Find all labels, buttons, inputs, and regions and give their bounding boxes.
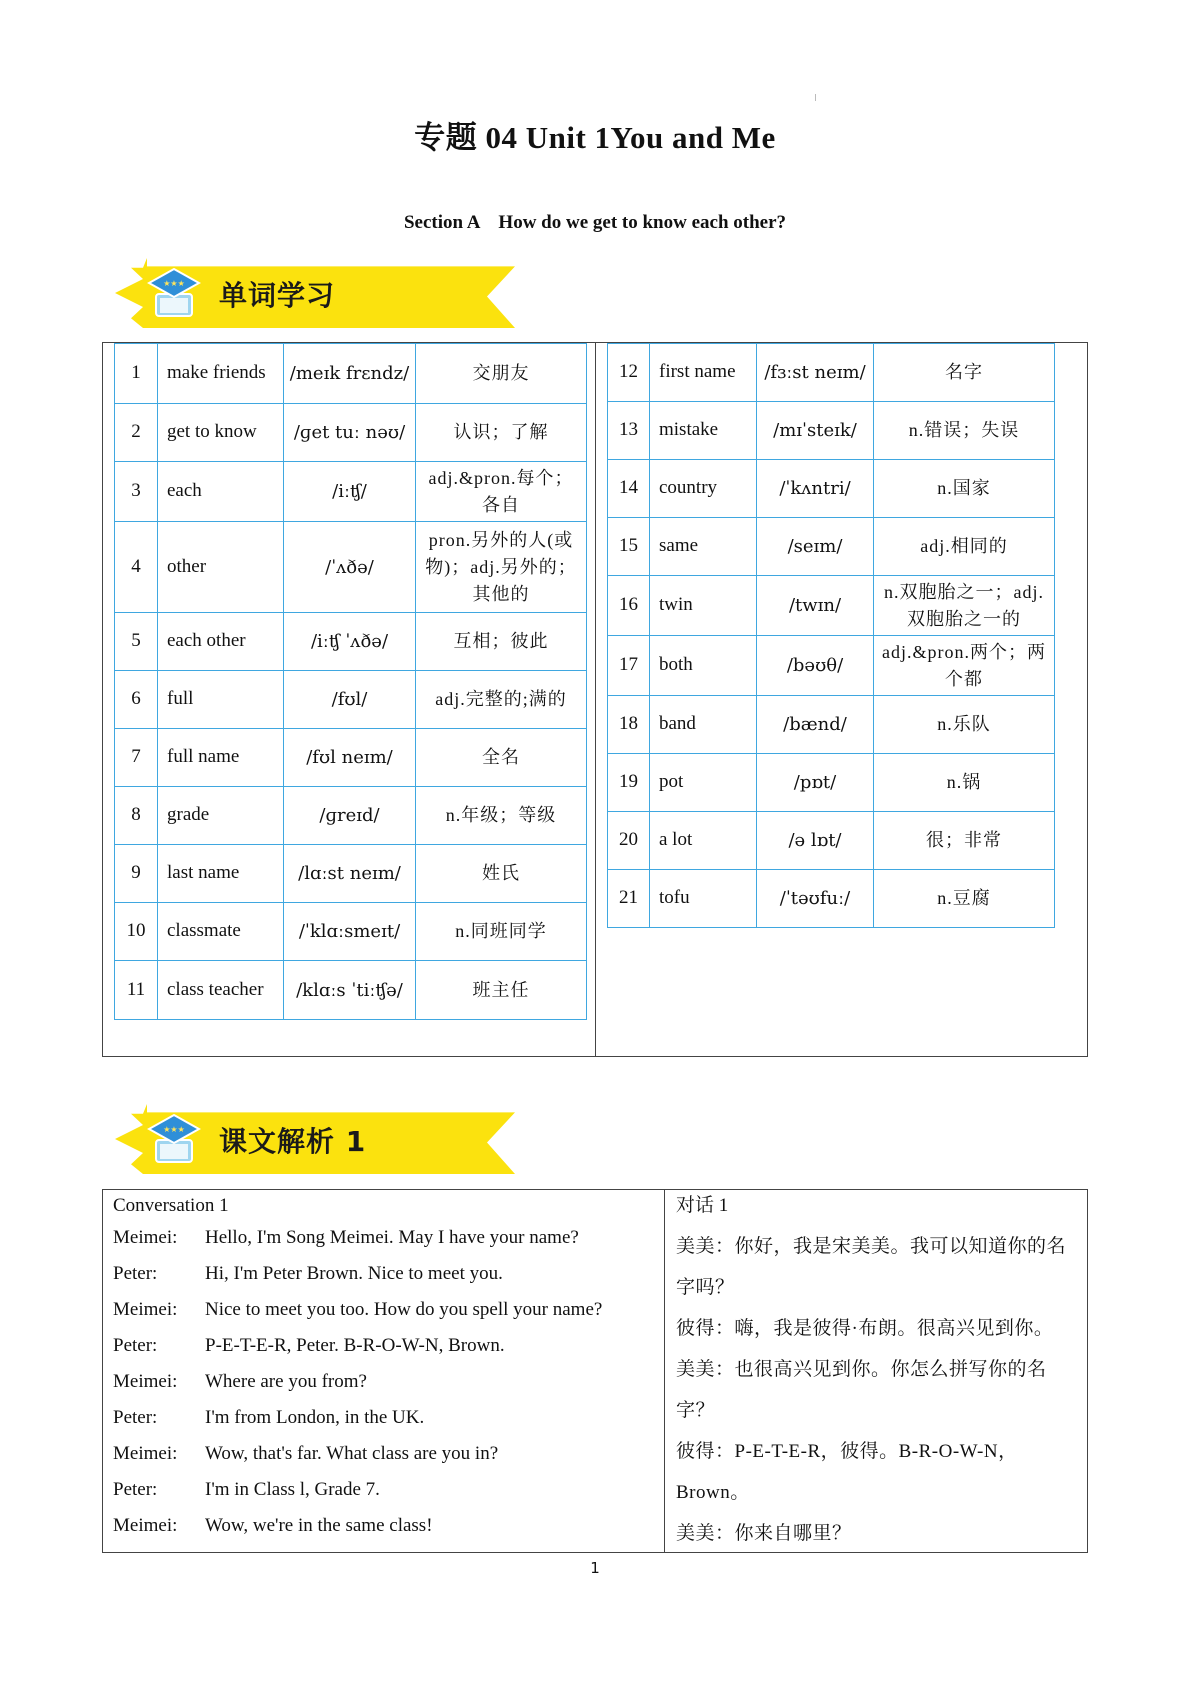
graduation-cap-icon: [147, 266, 201, 322]
vocab-meaning: adj.&pron.两个；两个都: [874, 636, 1055, 696]
svg-text:★★★: ★★★: [163, 279, 185, 288]
vocab-word: make friends: [158, 344, 284, 404]
vocab-row: [608, 812, 1055, 870]
vocab-word: mistake: [650, 402, 757, 460]
vocab-word: each: [158, 462, 284, 522]
vocab-word: both: [650, 636, 757, 696]
vocab-meaning: adj.完整的;满的: [416, 671, 587, 729]
speaker-name: Meimei:: [113, 1299, 178, 1320]
vocab-meaning: 姓氏: [416, 845, 587, 903]
vocab-number: 2: [115, 404, 158, 462]
vocab-word: last name: [158, 845, 284, 903]
vocab-word: other: [158, 522, 284, 613]
vocab-number: 5: [115, 613, 158, 671]
vocab-phonetic: /mɪˈsteɪk/: [757, 402, 874, 460]
vocab-meaning: 名字: [874, 344, 1055, 402]
vocab-row: [115, 522, 587, 613]
speaker-name: Peter:: [113, 1407, 158, 1428]
speaker-name: Peter:: [113, 1479, 158, 1500]
vocab-phonetic: /klɑːs ˈtiːʧə/: [284, 961, 416, 1020]
vocab-row: [608, 636, 1055, 696]
vocab-phonetic: /bænd/: [757, 696, 874, 754]
line-text: Hello, I'm Song Meimei. May I have your name?: [205, 1227, 579, 1248]
conversation-line: [113, 1436, 658, 1472]
vocab-phonetic: /bəʊθ/: [757, 636, 874, 696]
vocab-phonetic: /fɜːst neɪm/: [757, 344, 874, 402]
vocab-meaning: n.双胞胎之一；adj.双胞胎之一的: [874, 576, 1055, 636]
vocab-number: 3: [115, 462, 158, 522]
vocab-meaning: n.豆腐: [874, 870, 1055, 928]
vocab-meaning: 认识；了解: [416, 404, 587, 462]
vocab-row: [608, 870, 1055, 928]
vocab-number: 12: [608, 344, 650, 402]
vocab-row: [115, 729, 587, 787]
vocab-meaning: 交朋友: [416, 344, 587, 404]
conversation-divider: [664, 1189, 665, 1553]
svg-text:★★★: ★★★: [163, 1125, 185, 1134]
vocab-meaning: 很；非常: [874, 812, 1055, 870]
vocab-meaning: pron.另外的人(或物)；adj.另外的；其他的: [416, 522, 587, 613]
line-text: Nice to meet you too. How do you spell your name?: [205, 1299, 603, 1320]
speaker-name: Meimei:: [113, 1371, 178, 1392]
vocab-meaning: adj.&pron.每个；各自: [416, 462, 587, 522]
page-title: 专题 04 Unit 1You and Me: [414, 120, 776, 155]
conversation-line: [113, 1400, 658, 1436]
vocab-row: [608, 696, 1055, 754]
vocab-phonetic: /lɑːst neɪm/: [284, 845, 416, 903]
vocab-number: 18: [608, 696, 650, 754]
vocab-word: first name: [650, 344, 757, 402]
vocab-banner: [115, 258, 515, 328]
vocab-meaning: n.乐队: [874, 696, 1055, 754]
conversation-english: [113, 1192, 658, 1544]
vocab-word: same: [650, 518, 757, 576]
vocab-row: [115, 787, 587, 845]
speaker-name: Meimei:: [113, 1515, 178, 1536]
conversation-line: [113, 1364, 658, 1400]
decorative-tick: [815, 94, 816, 101]
vocab-row: [115, 344, 587, 404]
banner-label: 单词学习: [219, 279, 336, 312]
translation-line: 美美：也很高兴见到你。你怎么拼写你的名字？: [676, 1359, 1047, 1421]
translation-line: 彼得：P-E-T-E-R，彼得。B-R-O-W-N，Brown。: [676, 1441, 1018, 1503]
vocab-phonetic: /fʊl neɪm/: [284, 729, 416, 787]
vocab-phonetic: /ˈʌðə/: [284, 522, 416, 613]
vocab-meaning: adj.相同的: [874, 518, 1055, 576]
vocab-phonetic: /pɒt/: [757, 754, 874, 812]
vocab-table-right: [607, 343, 1055, 928]
vocab-word: tofu: [650, 870, 757, 928]
line-text: P-E-T-E-R, Peter. B-R-O-W-N, Brown.: [205, 1335, 505, 1356]
vocab-word: twin: [650, 576, 757, 636]
conversation-chinese: [676, 1192, 1082, 1554]
vocab-row: [115, 462, 587, 522]
vocab-word: pot: [650, 754, 757, 812]
vocab-number: 1: [115, 344, 158, 404]
speaker-name: Meimei:: [113, 1443, 178, 1464]
line-text: I'm in Class l, Grade 7.: [205, 1479, 380, 1500]
vocab-row: [608, 344, 1055, 402]
vocab-row: [608, 576, 1055, 636]
vocab-phonetic: /fʊl/: [284, 671, 416, 729]
vocab-number: 10: [115, 903, 158, 961]
vocab-number: 16: [608, 576, 650, 636]
vocab-row: [115, 404, 587, 462]
vocab-number: 19: [608, 754, 650, 812]
vocab-phonetic: /iːʧ/: [284, 462, 416, 522]
vocab-number: 14: [608, 460, 650, 518]
conversation-line: [113, 1256, 658, 1292]
vocab-number: 20: [608, 812, 650, 870]
vocab-number: 7: [115, 729, 158, 787]
translation-line: 彼得：嗨，我是彼得·布朗。很高兴见到你。: [676, 1318, 1054, 1339]
conversation-line: [113, 1508, 658, 1544]
vocab-word: grade: [158, 787, 284, 845]
line-text: Hi, I'm Peter Brown. Nice to meet you.: [205, 1263, 503, 1284]
vocab-number: 11: [115, 961, 158, 1020]
vocab-row: [608, 754, 1055, 812]
vocab-phonetic: /meɪk frɛndz/: [284, 344, 416, 404]
page-number: 1: [590, 1559, 600, 1577]
vocab-row: [115, 613, 587, 671]
graduation-cap-icon: [147, 1112, 201, 1168]
vocab-row: [608, 460, 1055, 518]
conversation-line: [113, 1472, 658, 1508]
vocab-row: [115, 671, 587, 729]
translation-line: 美美：你来自哪里？: [676, 1523, 852, 1544]
vocab-number: 4: [115, 522, 158, 613]
vocab-word: full: [158, 671, 284, 729]
vocab-row: [115, 961, 587, 1020]
vocab-row: [115, 845, 587, 903]
vocab-meaning: n.锅: [874, 754, 1055, 812]
line-text: Wow, that's far. What class are you in?: [205, 1443, 499, 1464]
vocab-divider: [595, 342, 596, 1057]
line-text: Where are you from?: [205, 1371, 367, 1392]
vocab-phonetic: /ɡet tuː nəʊ/: [284, 404, 416, 462]
vocab-meaning: 互相；彼此: [416, 613, 587, 671]
vocab-meaning: n.国家: [874, 460, 1055, 518]
conversation-line: [113, 1220, 658, 1256]
vocab-word: full name: [158, 729, 284, 787]
vocab-meaning: n.年级；等级: [416, 787, 587, 845]
conversation-title-en: Conversation 1: [113, 1195, 229, 1216]
vocab-number: 17: [608, 636, 650, 696]
vocab-phonetic: /ə lɒt/: [757, 812, 874, 870]
vocab-word: a lot: [650, 812, 757, 870]
vocab-phonetic: /ˈkʌntri/: [757, 460, 874, 518]
vocab-word: get to know: [158, 404, 284, 462]
speaker-name: Peter:: [113, 1335, 158, 1356]
vocab-phonetic: /iːʧ ˈʌðə/: [284, 613, 416, 671]
vocab-word: classmate: [158, 903, 284, 961]
vocab-word: country: [650, 460, 757, 518]
vocab-number: 6: [115, 671, 158, 729]
vocab-number: 15: [608, 518, 650, 576]
vocab-word: class teacher: [158, 961, 284, 1020]
vocab-number: 9: [115, 845, 158, 903]
vocab-meaning: 全名: [416, 729, 587, 787]
vocab-number: 13: [608, 402, 650, 460]
vocab-meaning: n.错误；失误: [874, 402, 1055, 460]
speaker-name: Peter:: [113, 1263, 158, 1284]
vocab-phonetic: /ˈklɑːsmeɪt/: [284, 903, 416, 961]
vocab-phonetic: /ˈtəʊfuː/: [757, 870, 874, 928]
line-text: I'm from London, in the UK.: [205, 1407, 425, 1428]
vocab-table-left: [114, 343, 587, 1020]
vocab-row: [115, 903, 587, 961]
vocab-meaning: n.同班同学: [416, 903, 587, 961]
vocab-meaning: 班主任: [416, 961, 587, 1020]
vocab-phonetic: /seɪm/: [757, 518, 874, 576]
vocab-number: 8: [115, 787, 158, 845]
banner-label: 课文解析 1: [219, 1125, 367, 1158]
vocab-phonetic: /twɪn/: [757, 576, 874, 636]
conversation-line: [113, 1292, 658, 1328]
conversation-title-zh: 对话 1: [676, 1195, 729, 1216]
vocab-word: band: [650, 696, 757, 754]
vocab-row: [608, 402, 1055, 460]
conversation-line: [113, 1328, 658, 1364]
vocab-number: 21: [608, 870, 650, 928]
vocab-phonetic: /ɡreɪd/: [284, 787, 416, 845]
translation-line: 美美：你好，我是宋美美。我可以知道你的名字吗？: [676, 1236, 1067, 1298]
conversation-banner: [115, 1104, 515, 1174]
vocab-row: [608, 518, 1055, 576]
speaker-name: Meimei:: [113, 1227, 178, 1248]
section-subtitle: Section A How do we get to know each other?: [403, 212, 787, 233]
line-text: Wow, we're in the same class!: [205, 1515, 433, 1536]
vocab-word: each other: [158, 613, 284, 671]
